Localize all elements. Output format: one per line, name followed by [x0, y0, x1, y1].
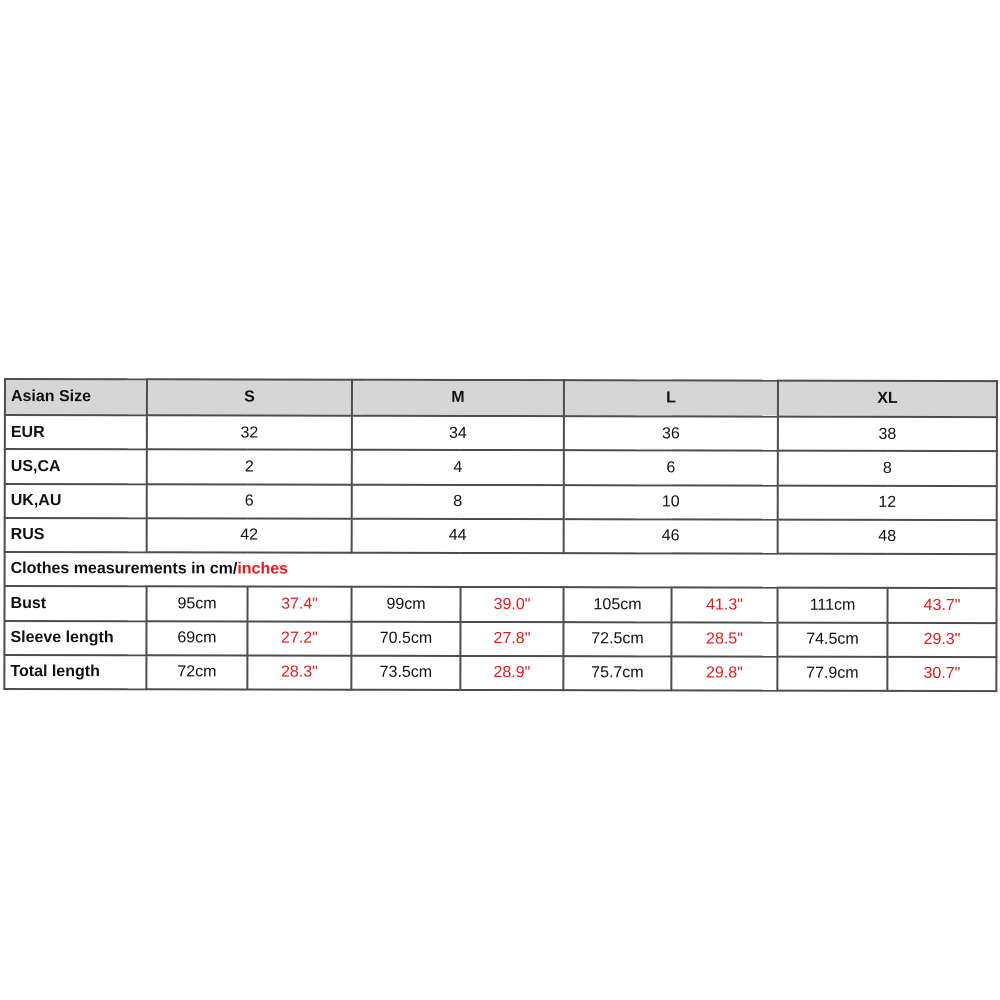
measurement-inch-value: 27.8" [460, 621, 563, 655]
size-value: 42 [147, 518, 352, 553]
size-value: 8 [352, 484, 564, 519]
measurement-inch-value: 29.3" [887, 622, 996, 656]
size-value: 44 [352, 519, 564, 554]
size-value: 46 [564, 519, 778, 554]
size-header-xl: XL [778, 381, 997, 418]
measurement-inch-value: 29.8" [671, 656, 777, 690]
measurement-cm-value: 69cm [146, 621, 247, 655]
size-value: 8 [778, 451, 997, 486]
measurement-cm-value: 77.9cm [777, 656, 887, 690]
size-row-label: US,CA [5, 449, 147, 484]
measurement-inch-value: 39.0" [461, 587, 564, 621]
size-value: 2 [147, 450, 352, 485]
measurement-cm-value: 99cm [352, 587, 461, 621]
asian-size-label: Asian Size [5, 379, 147, 416]
measurement-inch-value: 28.3" [247, 655, 351, 689]
measurement-cm-value: 72cm [146, 655, 247, 689]
size-value: 38 [778, 417, 997, 452]
header-row [5, 379, 997, 417]
size-value: 12 [778, 485, 997, 520]
measurement-row-label: Total length [4, 655, 146, 690]
size-value: 4 [352, 450, 564, 485]
measurement-cm-value: 75.7cm [563, 656, 671, 690]
measurements-title-inches: inches [237, 560, 289, 579]
measurement-inch-value: 37.4" [247, 587, 351, 621]
size-row-uk-au [5, 484, 997, 520]
size-value: 48 [778, 519, 997, 554]
measurement-row-sleeve-length [4, 621, 996, 657]
measurement-row-label: Sleeve length [4, 621, 146, 656]
measurement-cm-value: 72.5cm [563, 622, 671, 656]
size-value: 34 [352, 416, 564, 451]
measurement-cm-value: 74.5cm [777, 622, 887, 656]
measurement-row-total-length [4, 655, 996, 691]
measurement-inch-value: 43.7" [888, 588, 997, 622]
measurement-row-bust [4, 586, 996, 622]
measurement-cm-value: 73.5cm [351, 655, 460, 689]
measurement-cm-value: 111cm [778, 588, 888, 622]
measurement-inch-value: 28.5" [671, 622, 777, 656]
size-row-rus [5, 518, 997, 554]
size-value: 10 [564, 485, 778, 520]
size-value: 6 [564, 451, 778, 486]
measurement-cm-value: 105cm [564, 587, 672, 621]
measurement-cm-value: 95cm [146, 587, 247, 621]
size-chart-table [3, 378, 998, 692]
size-row-us-ca [5, 449, 997, 485]
measurement-inch-value: 27.2" [247, 621, 351, 655]
measurements-title-row [5, 552, 997, 588]
size-row-eur [5, 415, 997, 451]
measurements-title-prefix: Clothes measurements in cm/ [10, 560, 238, 578]
size-value: 6 [147, 484, 352, 519]
size-value: 36 [564, 416, 778, 451]
measurement-row-label: Bust [4, 586, 146, 621]
size-value: 32 [147, 416, 352, 451]
size-row-label: UK,AU [5, 484, 147, 519]
size-header-m: M [352, 380, 564, 417]
measurement-inch-value: 41.3" [672, 588, 778, 622]
size-chart [3, 378, 996, 692]
measurement-cm-value: 70.5cm [351, 621, 460, 655]
measurement-inch-value: 28.9" [460, 656, 563, 690]
size-header-s: S [147, 379, 352, 416]
size-row-label: EUR [5, 415, 147, 450]
size-header-l: L [564, 380, 778, 417]
measurement-inch-value: 30.7" [887, 657, 996, 691]
measurements-title [5, 552, 997, 588]
size-row-label: RUS [5, 518, 147, 553]
